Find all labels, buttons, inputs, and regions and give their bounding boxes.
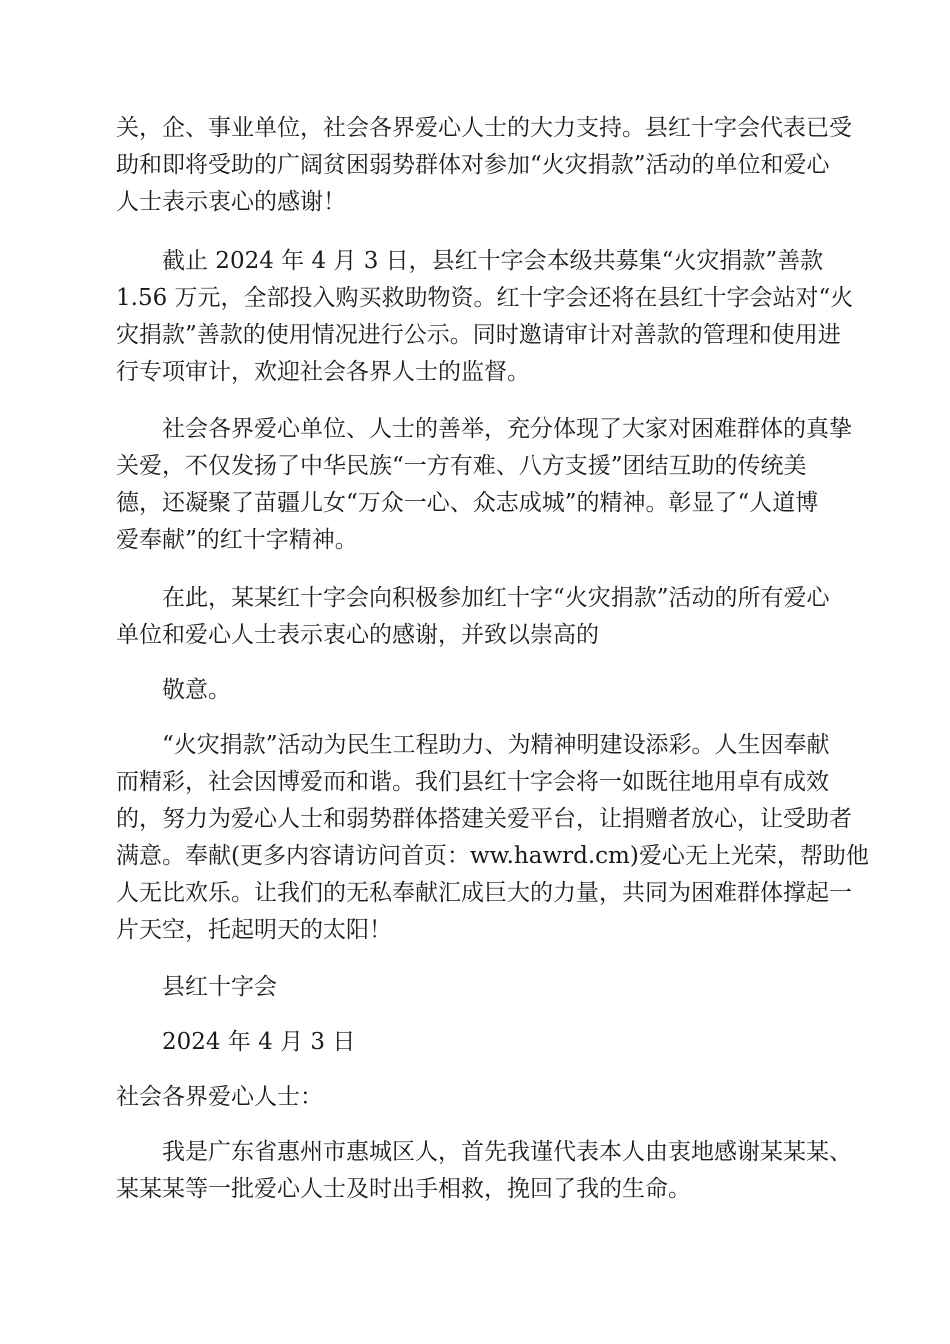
text-line: 爱奉献”的红十字精神。 [116, 527, 358, 553]
text-line: 县红十字会 [116, 974, 277, 1000]
signature-organization [116, 969, 840, 1006]
paragraph-gratitude [116, 580, 840, 654]
text-line: 关，企、事业单位，社会各界爱心人士的大力支持。县红十字会代表已受 [116, 115, 852, 141]
text-line: 社会各界爱心单位、人士的善举，充分体现了大家对困难群体的真挚 [116, 416, 852, 442]
signature-date [116, 1024, 840, 1061]
letter-salutation [116, 1079, 840, 1116]
text-line: 德，还凝聚了苗疆儿女“万众一心、众志成城”的精神。彰显了“人道博 [116, 490, 819, 516]
paragraph-spirit [116, 411, 852, 559]
text-line: 片天空，托起明天的太阳！ [116, 917, 392, 943]
text-line: 截止 2024 年 4 月 3 日，县红十字会本级共募集“火灾捐款”善款 [116, 248, 824, 274]
paragraph-respect [116, 672, 840, 709]
text-line: 灾捐款”善款的使用情况进行公示。同时邀请审计对善款的管理和使用进 [116, 322, 841, 348]
text-line: 2024 年 4 月 3 日 [116, 1029, 356, 1055]
paragraph-closing-appeal [116, 727, 869, 949]
text-line: 的，努力为爱心人士和弱势群体搭建关爱平台，让捐赠者放心，让受助者 [116, 806, 852, 832]
text-line: 人无比欢乐。让我们的无私奉献汇成巨大的力量，共同为困难群体撑起一 [116, 880, 852, 906]
text-line: 单位和爱心人士表示衷心的感谢，并致以崇高的 [116, 622, 599, 648]
text-line: 满意。奉献(更多内容请访问首页：ww.hawrd.cm)爱心无上光荣，帮助他 [116, 843, 869, 869]
text-line: 某某某等一批爱心人士及时出手相救，挽回了我的生命。 [116, 1176, 691, 1202]
text-line: 行专项审计，欢迎社会各界人士的监督。 [116, 359, 530, 385]
text-line: 我是广东省惠州市惠城区人，首先我谨代表本人由衷地感谢某某某、 [116, 1139, 852, 1165]
text-line: 助和即将受助的广阔贫困弱势群体对参加“火灾捐款”活动的单位和爱心 [116, 152, 830, 178]
text-line: 关爱，不仅发扬了中华民族“一方有难、八方支援”团结互助的传统美 [116, 453, 807, 479]
paragraph-support-thanks [116, 110, 852, 221]
text-line: 敬意。 [116, 677, 231, 703]
text-line: 1.56 万元，全部投入购买救助物资。红十字会还将在县红十字会站对“火 [116, 285, 854, 311]
paragraph-letter-opening [116, 1134, 852, 1208]
paragraph-donation-total [116, 243, 854, 391]
text-line: 而精彩，社会因博爱而和谐。我们县红十字会将一如既往地用卓有成效 [116, 769, 829, 795]
text-line: 在此，某某红十字会向积极参加红十字“火灾捐款”活动的所有爱心 [116, 585, 830, 611]
text-line: 社会各界爱心人士： [116, 1084, 323, 1110]
text-line: 人士表示衷心的感谢！ [116, 189, 346, 215]
text-line: “火灾捐款”活动为民生工程助力、为精神明建设添彩。人生因奉献 [116, 732, 830, 758]
